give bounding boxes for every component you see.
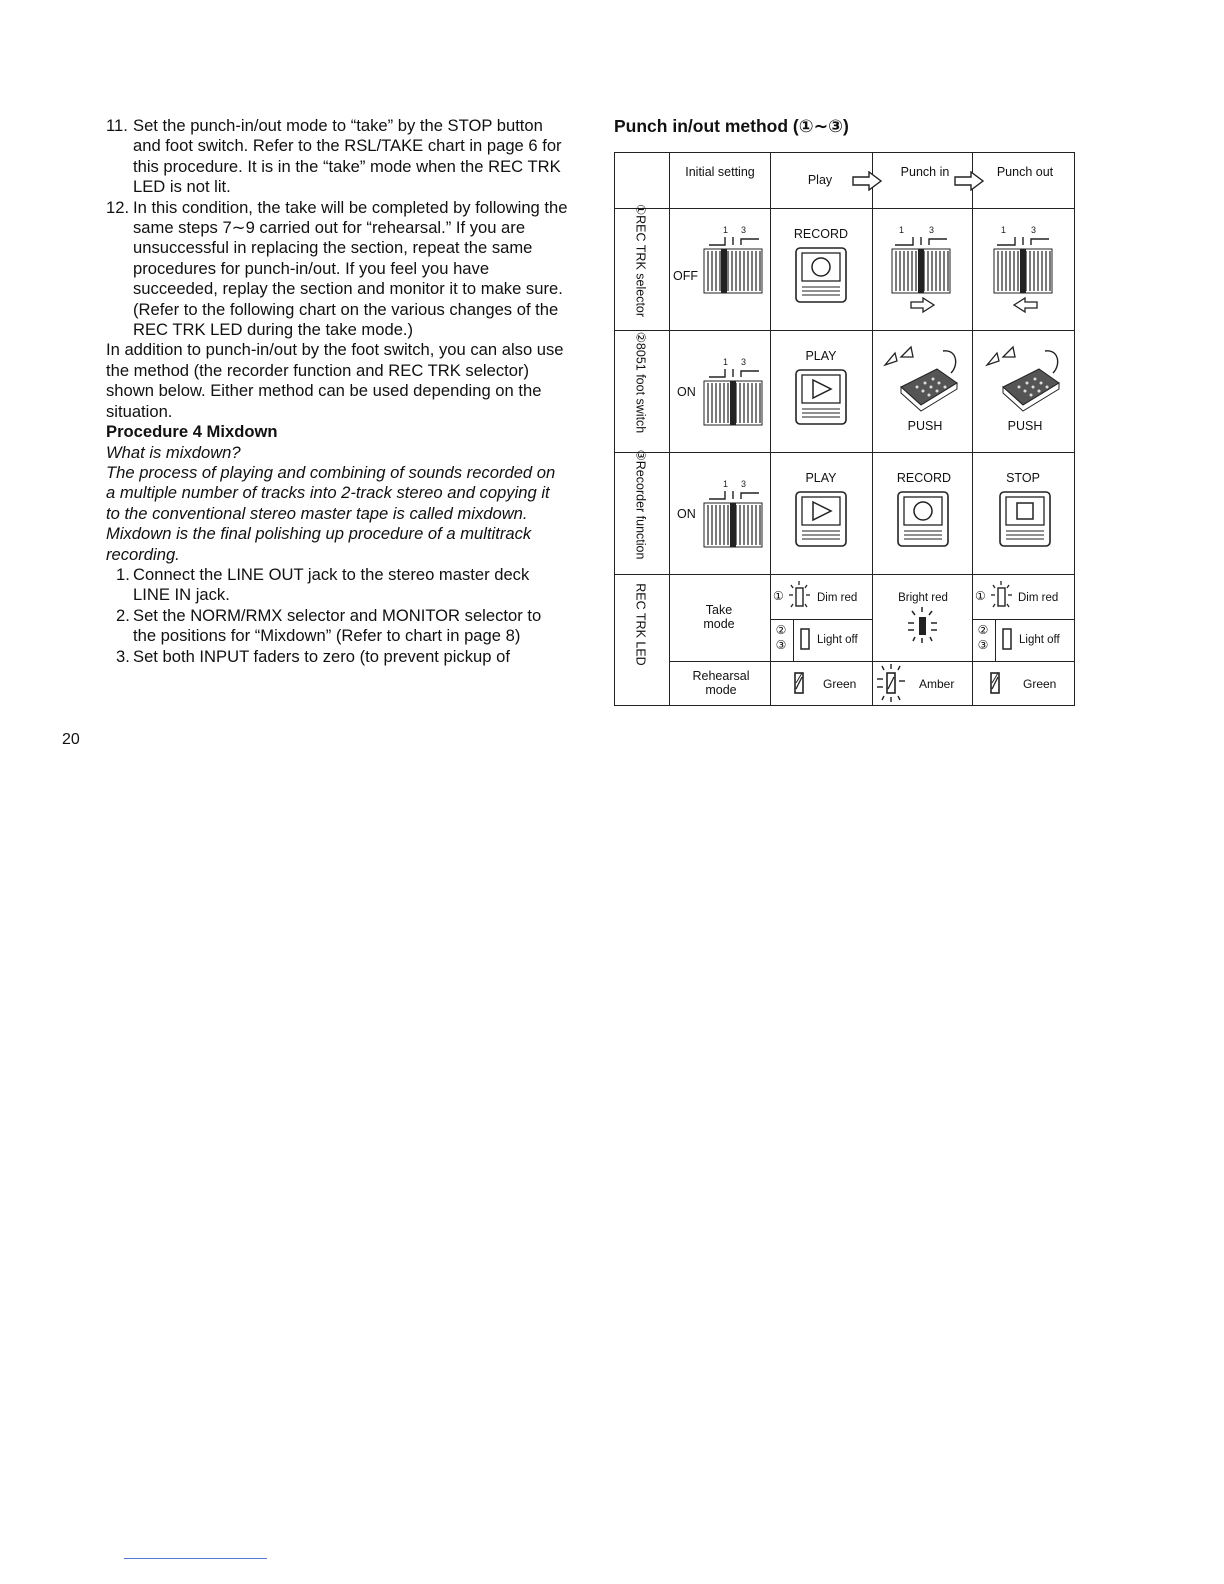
circled-3: ③ (775, 638, 787, 652)
circled-2: ② (977, 623, 989, 637)
selector-switch-icon (993, 223, 1055, 298)
step-12 (106, 198, 568, 300)
bright-red-label: Bright red (898, 592, 948, 604)
green-label: Green (1023, 677, 1057, 691)
rehearsal-mode-label: Rehearsal mode (692, 669, 750, 697)
addition-paragraph: In addition to punch-in/out by the foot switch, you can also use the method (the recorder function and REC TRK selector) shown below. Either method can be used depending on the situation. (106, 340, 564, 421)
take-mode-label: Take mode (703, 603, 735, 631)
stop-button-icon (999, 491, 1051, 549)
svg-text:3: 3 (929, 225, 935, 235)
mix-step-3 (106, 647, 568, 667)
selector-switch-icon (891, 223, 953, 298)
play-button-icon (795, 491, 847, 549)
svg-text:1: 1 (899, 225, 905, 235)
right-arrow-icon (851, 171, 885, 191)
svg-text:1: 1 (1001, 225, 1007, 235)
col-divider (995, 619, 996, 661)
led-green-icon (989, 671, 1003, 695)
col-divider (872, 153, 873, 705)
row-divider (972, 619, 1074, 620)
header-punch-out: Punch out (996, 165, 1054, 179)
selector-switch-icon (703, 477, 765, 552)
step-text: In this condition, the take will be completed by following the same steps 7∼9 carried out for “rehearsal.” If you are unsuccessful in replacing the section, repeat the same procedures for punch-in/out. If you feel you have succeeded, replay the section and monitor it to make sure. (133, 197, 568, 299)
green-label: Green (823, 677, 857, 691)
right-arrow-icon (953, 171, 987, 191)
svg-text:3: 3 (741, 225, 747, 235)
step-number: 1. (116, 564, 130, 584)
chart-title: Punch in/out method (①∼③) (614, 116, 849, 136)
row-label-foot-switch: ②8051 foot switch (633, 331, 648, 434)
svg-text:1: 1 (723, 225, 729, 235)
foot-switch-icon (881, 343, 967, 413)
step-text: Set both INPUT faders to zero (to prevent pickup of (133, 646, 510, 666)
selector-on-label: ON (677, 507, 696, 521)
step-number: 3. (116, 646, 130, 666)
dim-red-label: Dim red (817, 592, 858, 604)
header-play: Play (807, 173, 833, 187)
selector-switch-icon (703, 223, 765, 298)
row-label-recorder-function: ③Recorder function (633, 449, 648, 560)
what-is-mixdown: What is mixdown? (106, 442, 241, 462)
stop-label: STOP (1006, 471, 1040, 485)
step-text: Connect the LINE OUT jack to the stereo master deck LINE IN jack. (133, 564, 530, 605)
circled-2-3 (773, 623, 789, 653)
play-label: PLAY (805, 349, 837, 363)
row-divider (615, 330, 1074, 331)
step-number: 12. (106, 197, 130, 217)
circled-1: ① (975, 589, 986, 603)
row-divider (615, 574, 1074, 575)
led-bright-icon (905, 605, 939, 645)
mixdown-definition: The process of playing and combining of sounds recorded on a multiple number of tracks into 2-track stereo and copying it to the conventional stereo master tape is called mixdown. Mixdown is the final polishing up procedure of a multitrack recording. (106, 462, 556, 564)
selector-switch-icon (703, 355, 765, 430)
svg-text:3: 3 (1031, 225, 1037, 235)
amber-label: Amber (919, 677, 955, 691)
page-number: 20 (62, 731, 80, 748)
svg-text:1: 1 (723, 357, 729, 367)
led-dim-icon (989, 579, 1015, 615)
header-initial-setting: Initial setting (685, 165, 755, 179)
punch-method-table (614, 152, 1075, 706)
mix-step-2 (106, 606, 568, 647)
row-label-rec-trk-led: REC TRK LED (633, 583, 648, 666)
step-number: 11. (106, 116, 128, 135)
led-green-icon (793, 671, 807, 695)
push-label: PUSH (1007, 419, 1043, 433)
mix-step-1 (106, 565, 568, 606)
selector-on-label: ON (677, 385, 696, 399)
step-11 (106, 116, 568, 198)
col-divider (793, 619, 794, 661)
circled-3: ③ (977, 638, 989, 652)
step-text: Set the punch-in/out mode to “take” by the STOP button and foot switch. Refer to the RSL/TAKE chart in page 6 for this procedure. It is in the “take” mode when the REC TRK LED is not lit. (133, 116, 562, 197)
play-label: PLAY (805, 471, 837, 485)
led-dim-icon (787, 579, 813, 615)
circled-2-3 (975, 623, 991, 653)
play-button-icon (795, 369, 847, 427)
circled-2: ② (775, 623, 787, 637)
header-punch-in: Punch in (900, 165, 950, 179)
step-text: Set the NORM/RMX selector and MONITOR selector to the positions for “Mixdown” (Refer to chart in page 8) (133, 605, 542, 646)
record-button-icon (897, 491, 949, 549)
row-divider (615, 208, 1074, 209)
right-arrow-icon (909, 297, 937, 313)
light-off-label: Light off (817, 634, 858, 646)
step-number: 2. (116, 605, 130, 625)
col-divider (770, 153, 771, 705)
dim-red-label: Dim red (1018, 592, 1059, 604)
record-label: RECORD (793, 227, 849, 241)
record-label: RECORD (896, 471, 952, 485)
svg-text:1: 1 (723, 479, 729, 489)
svg-text:3: 3 (741, 357, 747, 367)
selector-off-label: OFF (673, 269, 698, 283)
push-label: PUSH (907, 419, 943, 433)
row-divider (615, 452, 1074, 453)
light-off-label: Light off (1019, 634, 1060, 646)
svg-text:3: 3 (741, 479, 747, 489)
left-arrow-icon (1011, 297, 1039, 313)
row-divider (770, 619, 872, 620)
procedure-heading: Procedure 4 Mixdown (106, 422, 278, 442)
footer-rule (124, 1558, 267, 1559)
row-label-rec-trk-selector: ①REC TRK selector (633, 203, 648, 318)
foot-switch-icon (983, 343, 1069, 413)
circled-1: ① (773, 589, 784, 603)
led-off-icon (799, 627, 813, 651)
record-button-icon (795, 247, 847, 305)
led-amber-icon (873, 663, 907, 703)
instructions-column (106, 116, 568, 667)
col-divider (669, 153, 670, 705)
led-off-icon (1001, 627, 1015, 651)
col-divider (972, 153, 973, 705)
step-12-note: (Refer to the following chart on the various changes of the REC TRK LED during the take mode.) (133, 299, 559, 340)
